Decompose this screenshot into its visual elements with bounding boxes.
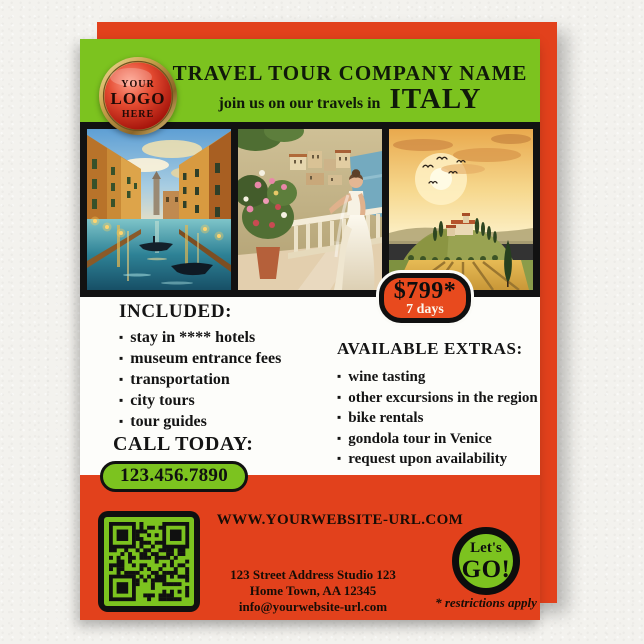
svg-text:YOUR: YOUR bbox=[121, 79, 155, 90]
photo-strip bbox=[80, 122, 540, 297]
phone-number-pill[interactable]: 123.456.7890 bbox=[100, 461, 248, 492]
flyer-footer bbox=[80, 475, 540, 620]
price-duration: 7 days bbox=[406, 302, 444, 317]
tuscany-illustration bbox=[389, 129, 533, 290]
included-item: ▪ tour guides bbox=[119, 411, 281, 432]
tagline-text: join us on our travels in bbox=[218, 95, 381, 112]
included-item: ▪ stay in **** hotels bbox=[119, 327, 281, 348]
extras-item: ▪ other excursions in the region bbox=[337, 388, 538, 409]
extras-item: ▪ bike rentals bbox=[337, 408, 538, 429]
svg-text:LOGO: LOGO bbox=[110, 89, 166, 108]
venice-canal-illustration bbox=[87, 129, 231, 290]
photo-tuscany-sunset bbox=[389, 129, 533, 290]
included-item: ▪ transportation bbox=[119, 369, 281, 390]
company-name: TRAVEL TOUR COMPANY NAME bbox=[172, 61, 528, 85]
logo-badge-icon bbox=[98, 56, 178, 136]
restrictions-footnote: * restrictions apply bbox=[435, 595, 537, 610]
destination-text: ITALY bbox=[389, 83, 482, 115]
extras-item: ▪ wine tasting bbox=[337, 367, 538, 388]
included-heading: INCLUDED: bbox=[119, 301, 233, 322]
lets-go-button[interactable] bbox=[452, 527, 520, 595]
included-item: ▪ city tours bbox=[119, 390, 281, 411]
lets-go-line2: GO! bbox=[461, 556, 511, 583]
flyer-card bbox=[80, 39, 540, 620]
balcony-illustration bbox=[238, 129, 382, 290]
svg-text:HERE: HERE bbox=[121, 109, 155, 120]
address-line-2: Home Town, AA 12345 bbox=[249, 583, 377, 598]
email-address[interactable]: info@yourwebsite-url.com bbox=[238, 599, 388, 614]
logo-badge bbox=[98, 56, 178, 136]
extras-list bbox=[337, 367, 538, 470]
extras-heading: AVAILABLE EXTRAS: bbox=[337, 339, 523, 358]
call-today-heading: CALL TODAY: bbox=[113, 433, 254, 455]
website-url[interactable]: WWW.YOURWEBSITE-URL.COM bbox=[216, 512, 464, 528]
price-amount: $799* bbox=[393, 278, 457, 304]
photo-amalfi-balcony bbox=[238, 129, 382, 290]
address-block bbox=[183, 567, 443, 615]
price-badge bbox=[379, 273, 471, 323]
included-list bbox=[119, 327, 281, 432]
photo-venice-canal bbox=[87, 129, 231, 290]
lets-go-line1: Let's bbox=[470, 540, 502, 556]
address-line-1: 123 Street Address Studio 123 bbox=[230, 567, 396, 582]
header-tagline-row bbox=[165, 83, 535, 116]
included-item: ▪ museum entrance fees bbox=[119, 348, 281, 369]
extras-item: ▪ gondola tour in Venice bbox=[337, 429, 538, 450]
extras-item: ▪ request upon availability bbox=[337, 449, 538, 470]
